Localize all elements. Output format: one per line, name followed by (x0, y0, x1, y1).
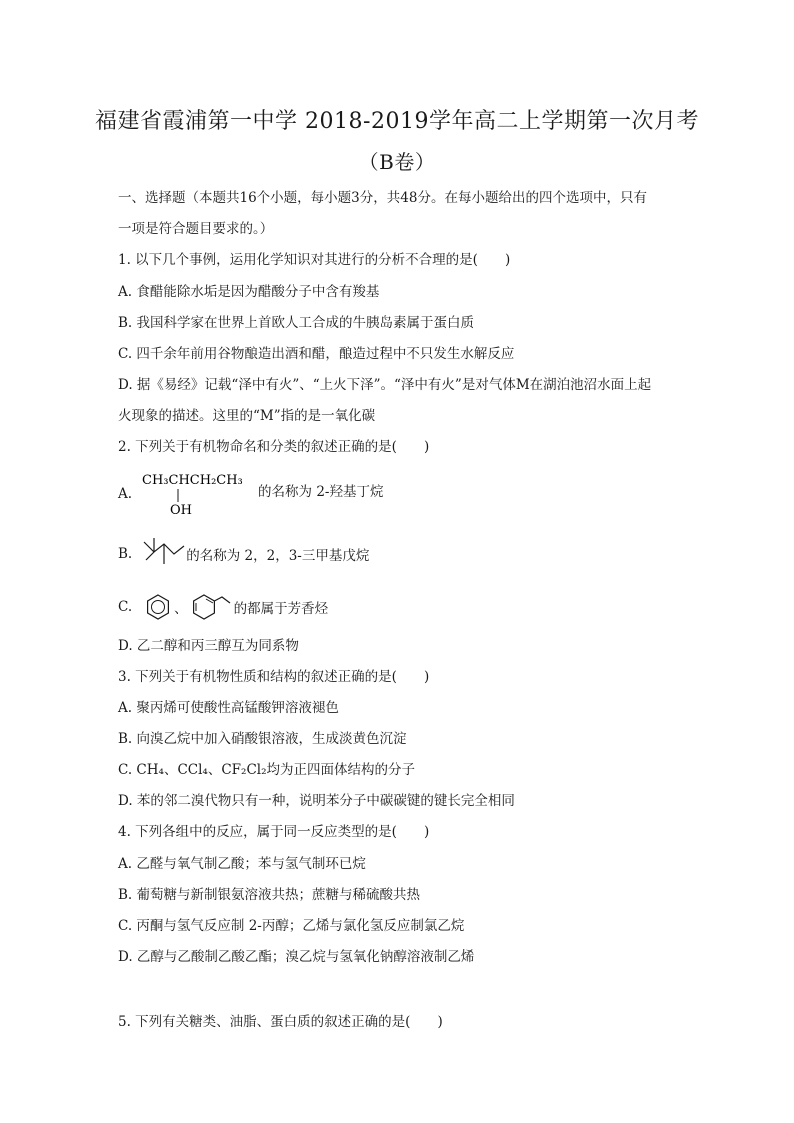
question-4-option-d: D. 乙醇与乙酸制乙酸乙酯；溴乙烷与氢氧化钠醇溶液制乙烯 (118, 949, 475, 965)
question-3-option-a: A. 聚丙烯可使酸性高锰酸钾溶液褪色 (118, 700, 339, 716)
question-1-option-d-cont: 火现象的描述。这里的“M”指的是一氧化碳 (118, 408, 376, 424)
skeletal-structure-figure (142, 534, 186, 574)
question-1-option-a: A. 食醋能除水垢是因为醋酸分子中含有羧基 (118, 284, 380, 300)
option-text: 的名称为 2-羟基丁烷 (258, 484, 384, 500)
question-2-option-a (118, 470, 384, 518)
question-3-option-b: B. 向溴乙烷中加入硝酸银溶液，生成淡黄色沉淀 (118, 731, 407, 747)
question-4-option-c: C. 丙酮与氢气反应制 2-丙醇；乙烯与氯化氢反应制氯乙烷 (118, 918, 465, 934)
question-4-option-a: A. 乙醛与氧气制乙酸；苯与氢气制环已烷 (118, 856, 366, 872)
option-label: A. (118, 486, 133, 502)
question-1-option-c: C. 四千余年前用谷物酿造出酒和醋，酿造过程中不只发生水解反应 (118, 346, 515, 362)
question-2-option-c (118, 593, 328, 621)
question-2-option-d: D. 乙二醇和丙三醇互为同系物 (118, 638, 299, 654)
question-3-option-d: D. 苯的邻二溴代物只有一种，说明苯分子中碳碳键的键长完全相同 (118, 793, 515, 809)
question-4-option-b: B. 葡萄糖与新制银氨溶液共热；蔗糖与稀硫酸共热 (118, 887, 421, 903)
question-1-option-b: B. 我国科学家在世界上首欧人工合成的牛胰岛素属于蛋白质 (118, 315, 475, 331)
document-subtitle: （B卷） (358, 150, 436, 174)
question-3-option-c: C. CH₄、CCl₄、CF₂Cl₂均为正四面体结构的分子 (118, 762, 415, 778)
question-2-option-b (118, 534, 369, 574)
question-4-stem: 4. 下列各组中的反应，属于同一反应类型的是( ) (118, 824, 430, 840)
option-text: 的都属于芳香烃 (233, 601, 329, 617)
hydroxyl-label: OH (170, 503, 193, 518)
benzene-ring-icon (144, 593, 172, 621)
option-label: C. (118, 599, 133, 615)
question-1-option-d: D. 据《易经》记载“泽中有火”、“上火下泽”。“泽中有火”是对气体M在湖泊池沼水面上起 (118, 377, 652, 393)
cyclohexadiene-structure-icon (190, 593, 234, 621)
option-text: 的名称为 2，2，3-三甲基戊烷 (186, 548, 370, 564)
section-heading: 一、选择题（本题共16个小题，每小题3分，共48分。在每小题给出的四个选项中，只有 (118, 190, 647, 206)
question-1-stem: 1. 以下几个事例，运用化学知识对其进行的分析不合理的是( ) (118, 252, 511, 268)
option-separator: 、 (174, 601, 188, 617)
question-5-stem: 5. 下列有关糖类、油脂、蛋白质的叙述正确的是( ) (118, 1014, 443, 1030)
question-2-stem: 2. 下列关于有机物命名和分类的叙述正确的是( ) (118, 439, 430, 455)
butanol-structure-figure (140, 470, 256, 518)
section-heading-cont: 一项是符合题目要求的。） (118, 221, 274, 237)
document-title: 福建省霞浦第一中学 2018-2019学年高二上学期第一次月考 (95, 109, 699, 134)
structure-formula: CH₃CHCH₂CH₃ (142, 473, 243, 488)
option-label: B. (118, 546, 133, 562)
question-3-stem: 3. 下列关于有机物性质和结构的叙述正确的是( ) (118, 669, 430, 685)
